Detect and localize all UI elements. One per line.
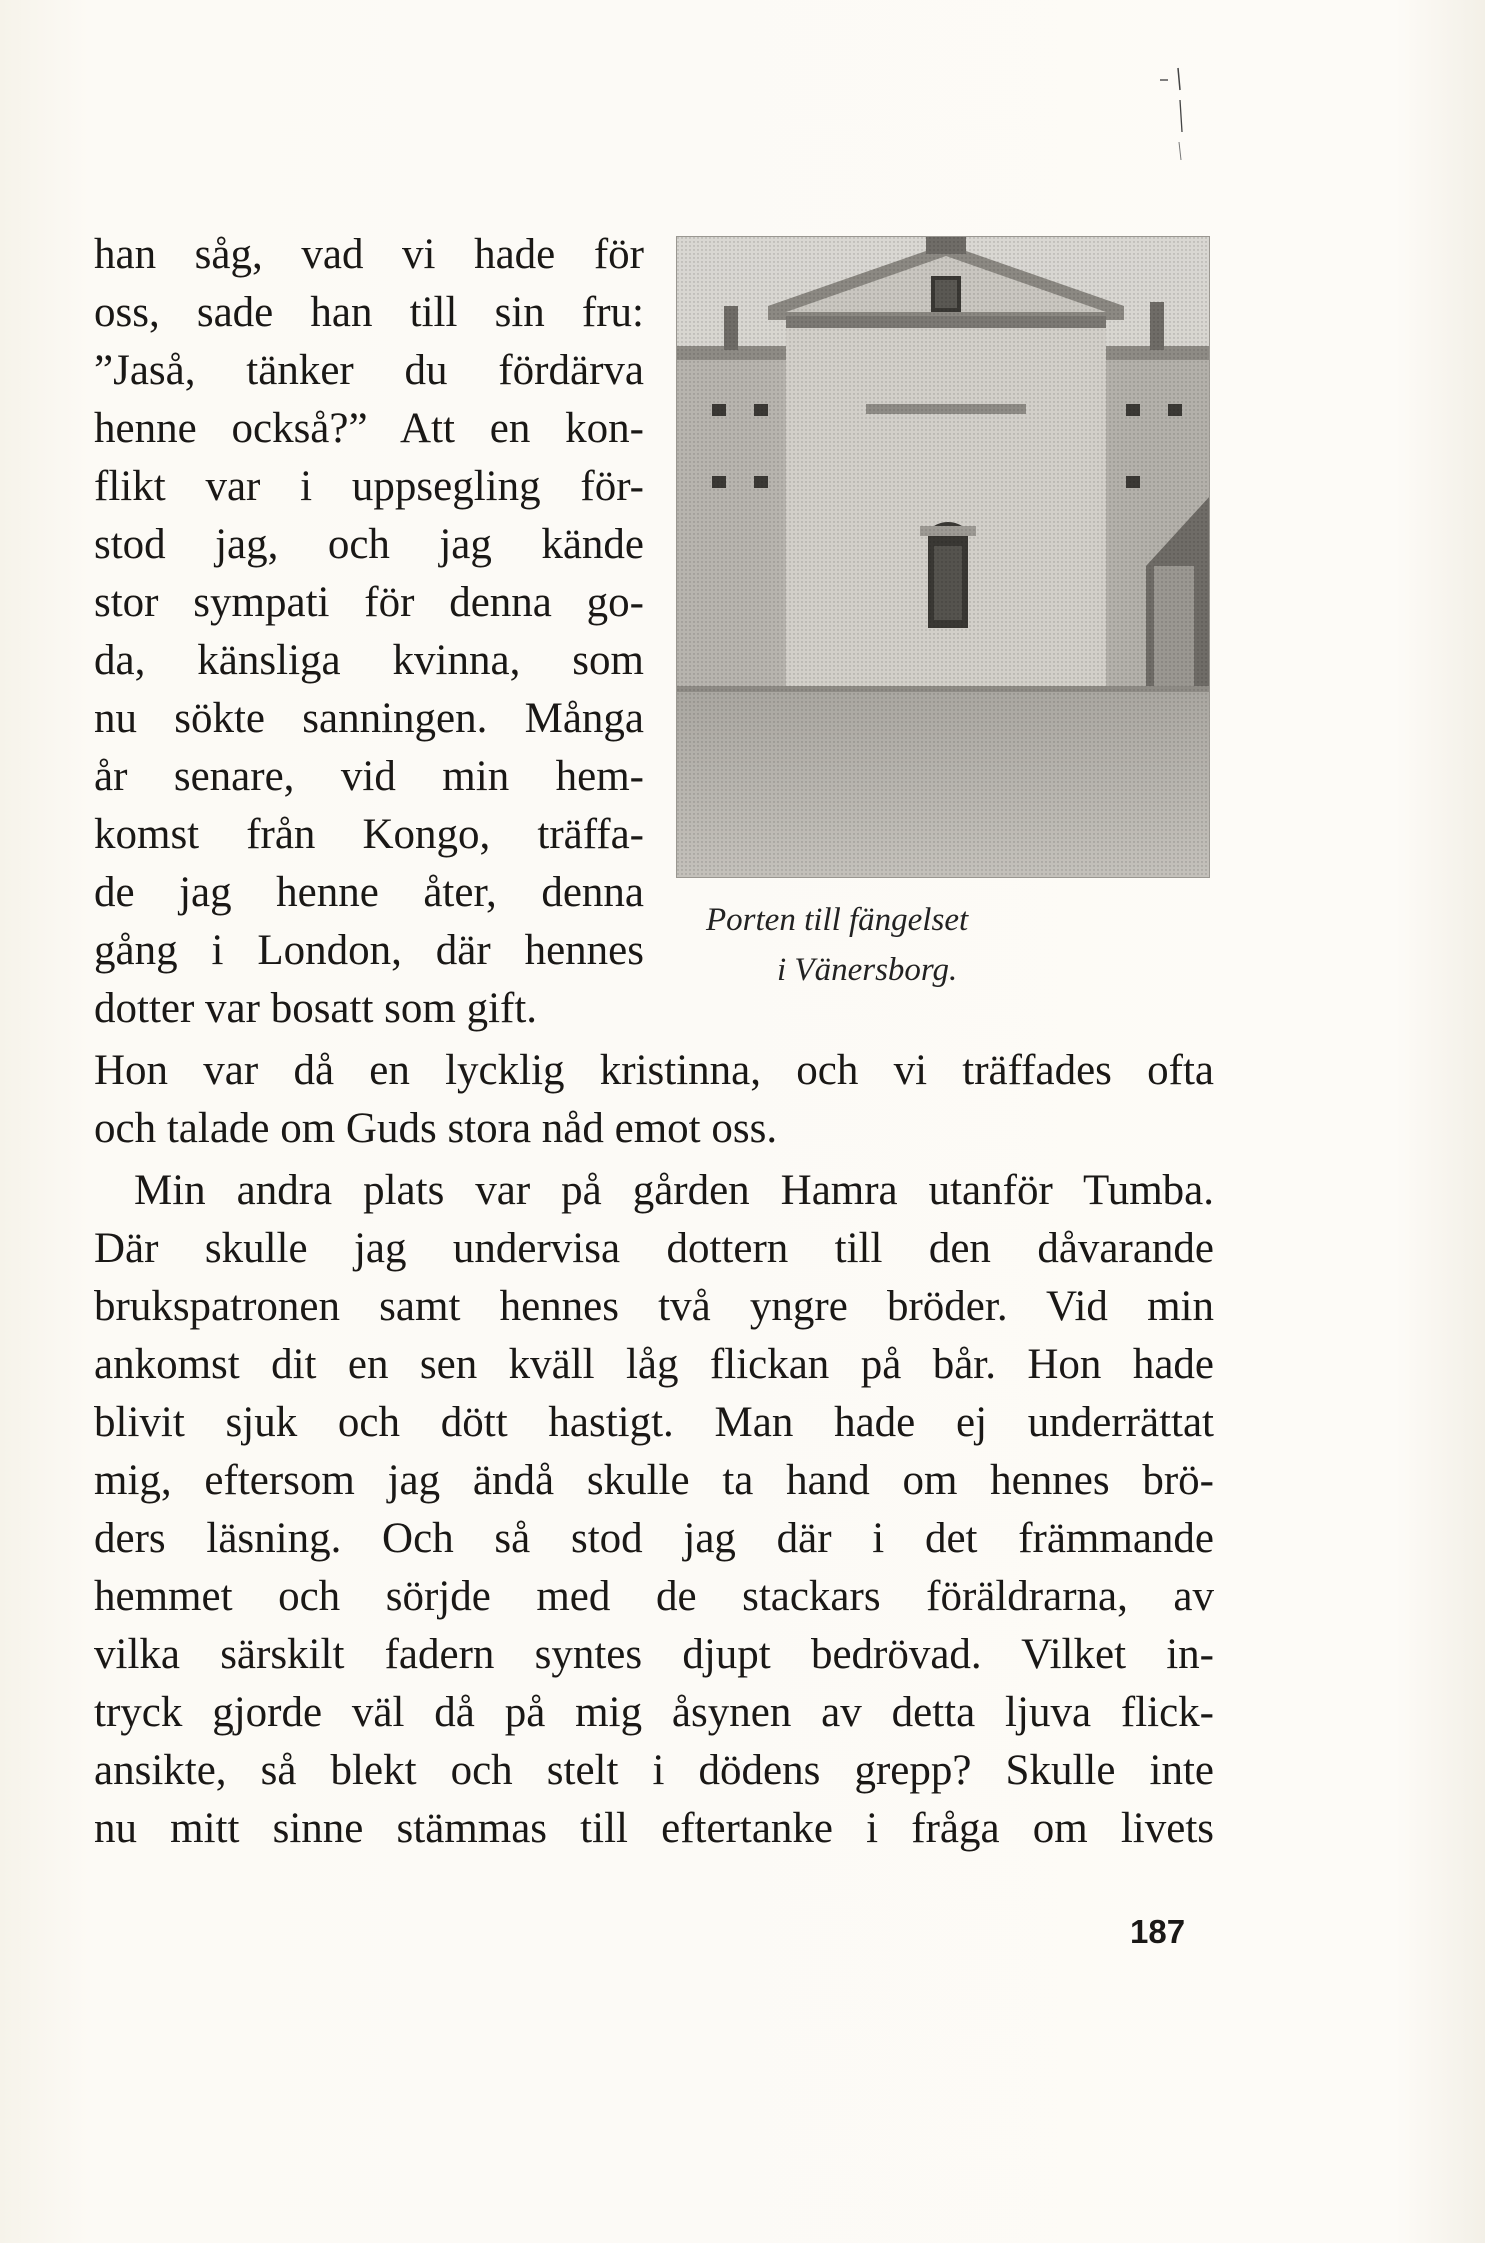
text-line: da, känsliga kvinna, som [94, 637, 644, 684]
text-line: flikt var i uppsegling för- [94, 463, 644, 510]
text-line: stod jag, och jag kände [94, 521, 644, 568]
text-line: och talade om Guds stora nåd emot oss. [94, 1105, 778, 1152]
text-line: dotter var bosatt som gift. [94, 985, 538, 1032]
prison-gate-photo [676, 236, 1210, 878]
text-line: de jag henne åter, denna [94, 869, 644, 916]
text-line: oss, sade han till sin fru: [94, 289, 644, 336]
text-line: ansikte, så blekt och stelt i dödens grepp? Skulle inte [94, 1747, 1214, 1794]
figure-caption-line-1: Porten till fängelset [706, 902, 969, 938]
page-number: 187 [1130, 1913, 1186, 1950]
text-line: ankomst dit en sen kväll låg flickan på bår. Hon hade [94, 1341, 1214, 1388]
text-line: nu sökte sanningen. Många [94, 695, 644, 742]
text-line: ”Jaså, tänker du fördärva [94, 347, 644, 394]
text-line: Min andra plats var på gården Hamra utanför Tumba. [134, 1167, 1214, 1214]
text-line: mig, eftersom jag ändå skulle ta hand om hennes brö- [94, 1457, 1214, 1504]
text-line: nu mitt sinne stämmas till eftertanke i fråga om livets [94, 1805, 1214, 1852]
text-line: blivit sjuk och dött hastigt. Man hade ej underrättat [94, 1399, 1214, 1446]
text-line: stor sympati för denna go- [94, 579, 644, 626]
text-line: brukspatronen samt hennes två yngre bröder. Vid min [94, 1283, 1214, 1330]
text-line: han såg, vad vi hade för [94, 231, 644, 278]
text-line: tryck gjorde väl då på mig åsynen av detta ljuva flick- [94, 1689, 1214, 1736]
text-line: år senare, vid min hem- [94, 753, 644, 800]
text-line: vilka särskilt fadern syntes djupt bedrövad. Vilket in- [94, 1631, 1214, 1678]
text-line: henne också?” Att en kon- [94, 405, 644, 452]
text-line: Hon var då en lycklig kristinna, och vi träffades ofta [94, 1047, 1214, 1094]
edge-smudge-mark [1152, 60, 1192, 170]
text-line: ders läsning. Och så stod jag där i det främmande [94, 1515, 1214, 1562]
text-line: hemmet och sörjde med de stackars föräldrarna, av [94, 1573, 1214, 1620]
text-line: komst från Kongo, träffa- [94, 811, 644, 858]
text-line: gång i London, där hennes [94, 927, 644, 974]
figure-caption-line-2: i Vänersborg. [777, 952, 958, 988]
text-line: Där skulle jag undervisa dottern till den dåvarande [94, 1225, 1214, 1272]
